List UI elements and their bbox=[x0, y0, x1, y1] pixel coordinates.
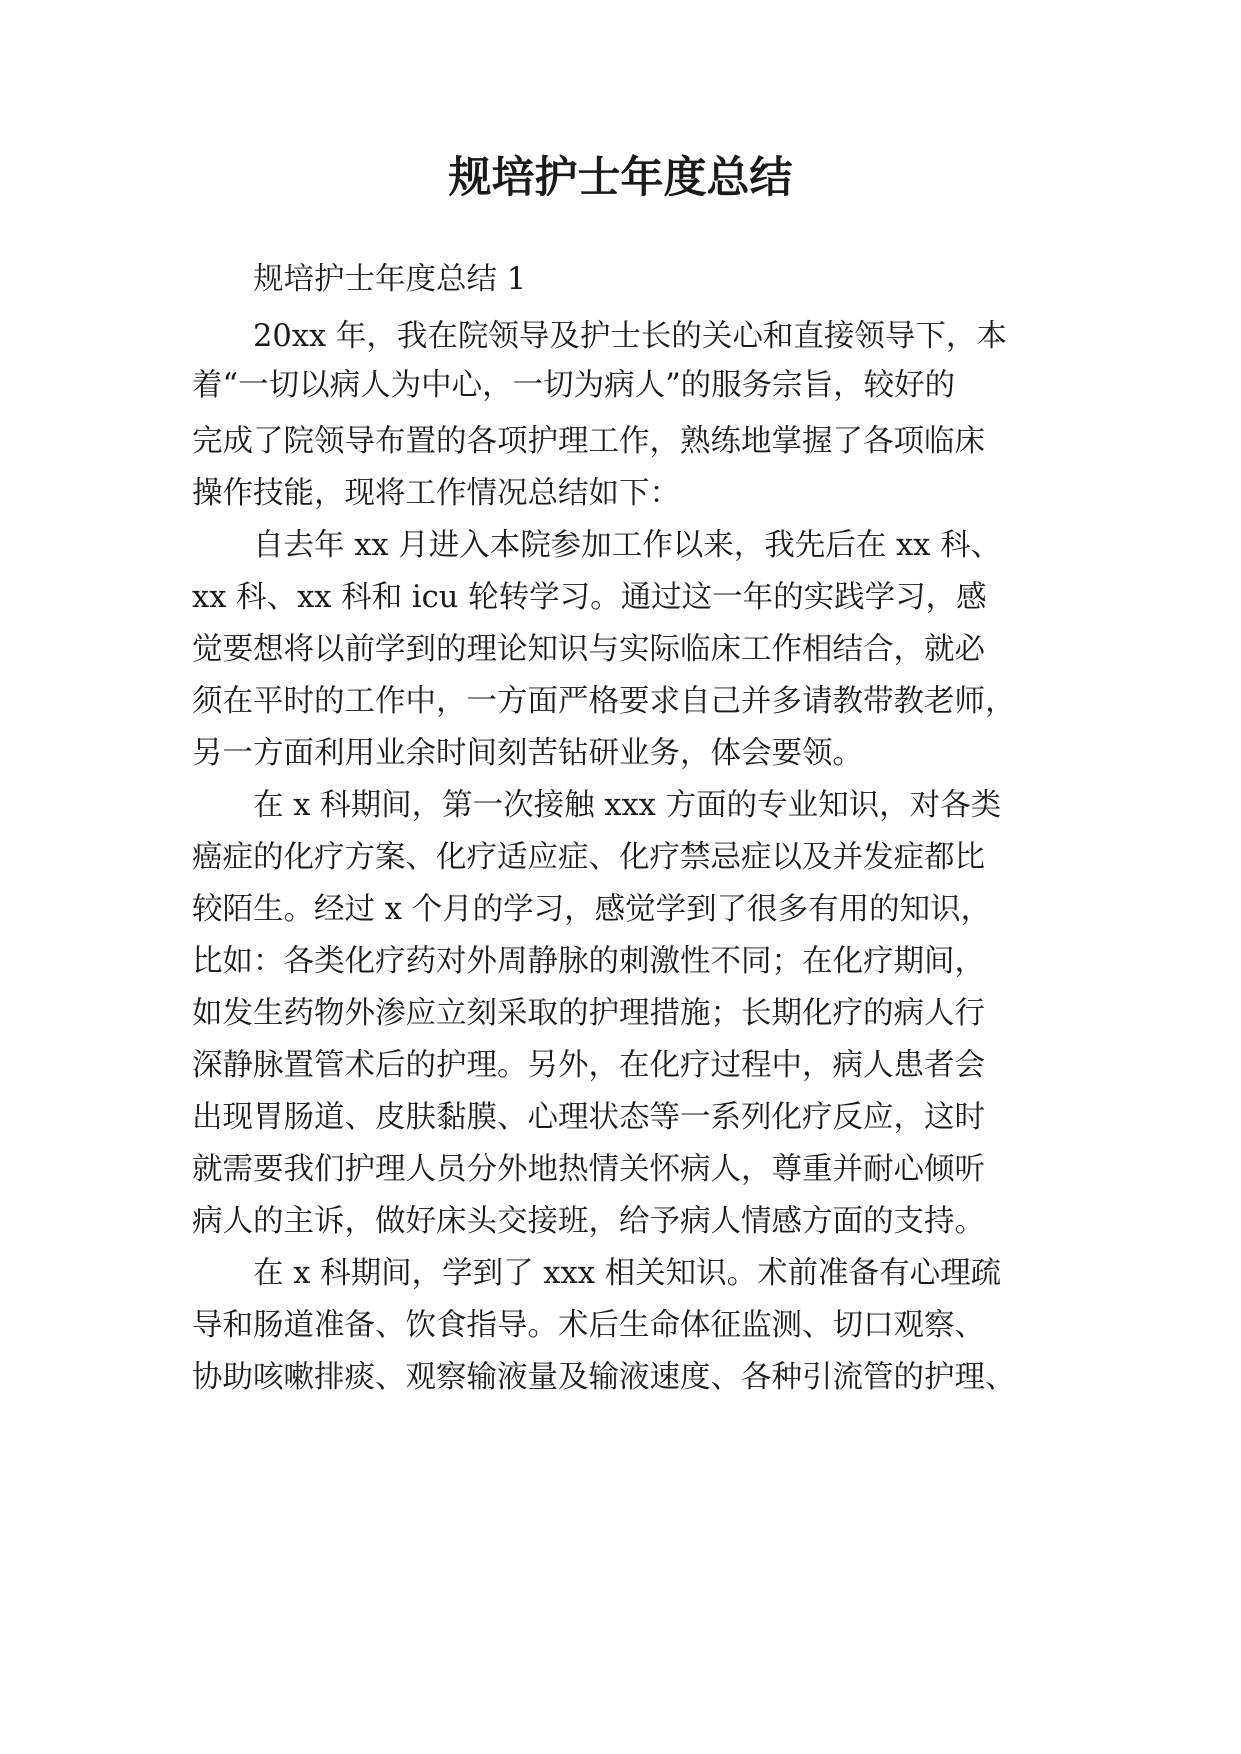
paragraph-line: 导和肠道准备、饮食指导。术后生命体征监测、切口观察、 bbox=[192, 1308, 985, 1343]
paragraph-line: 出现胃肠道、皮肤黏膜、心理状态等一系列化疗反应，这时 bbox=[192, 1100, 985, 1135]
paragraph-line: 觉要想将以前学到的理论知识与实际临床工作相结合，就必 bbox=[192, 632, 985, 667]
section-heading: 规培护士年度总结 1 bbox=[253, 262, 527, 297]
paragraph-line: 在 x 科期间，第一次接触 xxx 方面的专业知识，对各类 bbox=[253, 788, 1002, 823]
paragraph-line: 完成了院领导布置的各项护理工作，熟练地掌握了各项临床 bbox=[192, 424, 985, 459]
paragraph-line: 比如：各类化疗药对外周静脉的刺激性不同；在化疗期间， bbox=[192, 944, 985, 979]
paragraph-line: 协助咳嗽排痰、观察输液量及输液速度、各种引流管的护理、 bbox=[192, 1360, 1016, 1395]
document-title: 规培护士年度总结 bbox=[448, 153, 793, 203]
paragraph-line: 深静脉置管术后的护理。另外，在化疗过程中，病人患者会 bbox=[192, 1048, 985, 1083]
paragraph-line: 操作技能，现将工作情况总结如下： bbox=[192, 476, 680, 511]
paragraph-line: 病人的主诉，做好床头交接班，给予病人情感方面的支持。 bbox=[192, 1204, 985, 1239]
paragraph-line: 就需要我们护理人员分外地热情关怀病人，尊重并耐心倾听 bbox=[192, 1152, 985, 1187]
paragraph-line: 须在平时的工作中，一方面严格要求自己并多请教带教老师， bbox=[192, 684, 1016, 719]
paragraph-line: 着“一切以病人为中心，一切为病人”的服务宗旨，较好的 bbox=[192, 368, 956, 403]
paragraph-line: 另一方面利用业余时间刻苦钻研业务，体会要领。 bbox=[192, 736, 863, 771]
paragraph-line: 较陌生。经过 x 个月的学习，感觉学到了很多有用的知识， bbox=[192, 892, 992, 927]
paragraph-line: 自去年 xx 月进入本院参加工作以来，我先后在 xx 科、 bbox=[253, 528, 1002, 563]
paragraph-line: 癌症的化疗方案、化疗适应症、化疗禁忌症以及并发症都比 bbox=[192, 840, 985, 875]
paragraph-line: 20xx 年，我在院领导及护士长的关心和直接领导下，本 bbox=[253, 319, 1007, 354]
paragraph-line: 在 x 科期间，学到了 xxx 相关知识。术前准备有心理疏 bbox=[253, 1256, 1002, 1291]
paragraph-line: 如发生药物外渗应立刻采取的护理措施；长期化疗的病人行 bbox=[192, 996, 985, 1031]
paragraph-line: xx 科、xx 科和 icu 轮转学习。通过这一年的实践学习，感 bbox=[192, 580, 987, 615]
